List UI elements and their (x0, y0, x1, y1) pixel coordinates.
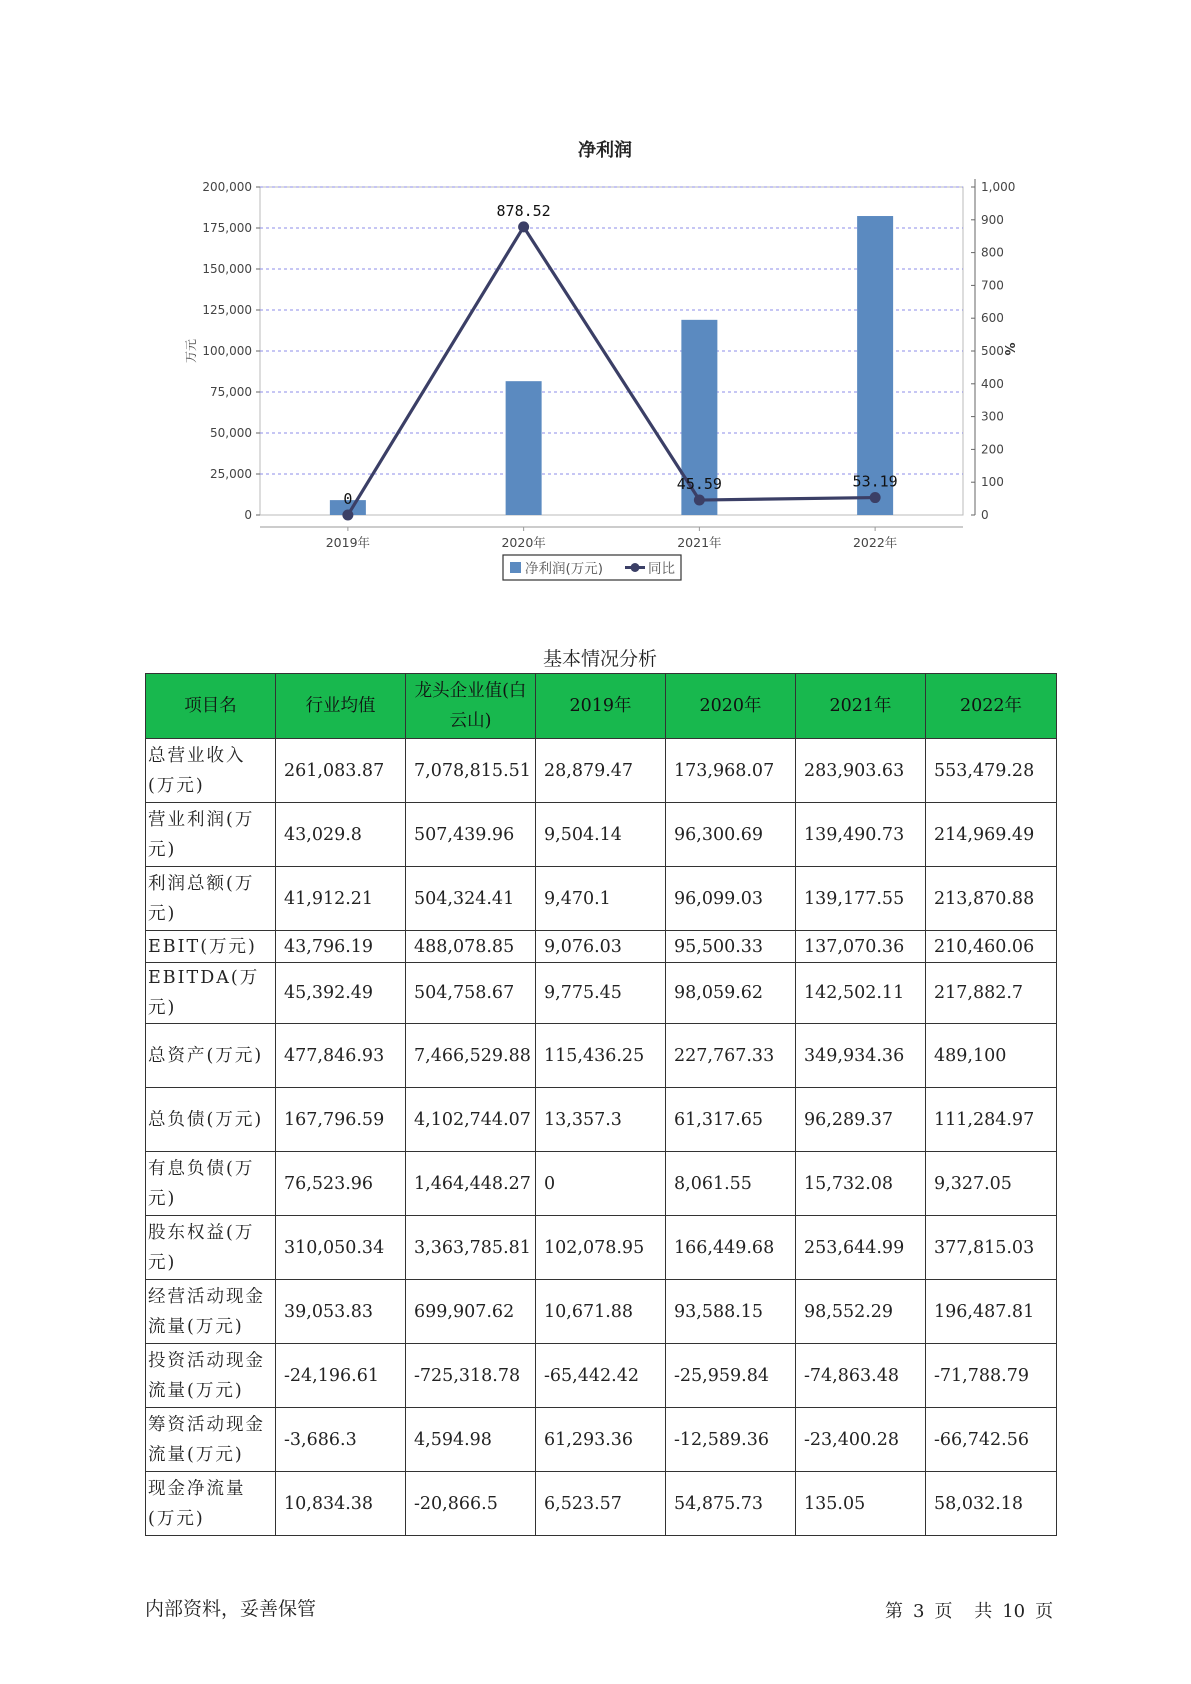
chart-canvas (150, 135, 1030, 595)
row-label-cell: 筹资活动现金流量(万元) (146, 1408, 276, 1472)
table-row (146, 1408, 1057, 1472)
page-unit: 页 (934, 1601, 953, 1622)
value-cell: 10,834.38 (276, 1472, 406, 1536)
value-cell: 196,487.81 (926, 1280, 1057, 1344)
value-cell: 45,392.49 (276, 963, 406, 1024)
table-row (146, 1280, 1057, 1344)
value-cell: 98,059.62 (666, 963, 796, 1024)
value-cell: 173,968.07 (666, 739, 796, 803)
yoy-line (348, 227, 875, 515)
value-cell: 1,464,448.27 (406, 1152, 536, 1216)
y2-tick-label: 500 (981, 344, 1004, 358)
value-cell: 699,907.62 (406, 1280, 536, 1344)
header-cell: 项目名 (146, 674, 276, 739)
yoy-point-2022年 (870, 492, 881, 503)
x-tick-label: 2020年 (501, 535, 546, 550)
value-cell: -24,196.61 (276, 1344, 406, 1408)
y-tick-label: 200,000 (202, 180, 252, 194)
value-cell: 283,903.63 (796, 739, 926, 803)
value-cell: 214,969.49 (926, 803, 1057, 867)
header-cell: 2021年 (796, 674, 926, 739)
value-cell: 9,076.03 (536, 931, 666, 963)
value-cell: 96,099.03 (666, 867, 796, 931)
value-cell: -725,318.78 (406, 1344, 536, 1408)
value-cell: 477,846.93 (276, 1024, 406, 1088)
y-tick-label: 100,000 (202, 344, 252, 358)
header-cell: 龙头企业值(白云山) (406, 674, 536, 739)
y-tick-label: 125,000 (202, 303, 252, 317)
value-cell: 13,357.3 (536, 1088, 666, 1152)
value-cell: 139,177.55 (796, 867, 926, 931)
value-cell: 10,671.88 (536, 1280, 666, 1344)
y-tick-label: 25,000 (210, 467, 252, 481)
value-cell: -66,742.56 (926, 1408, 1057, 1472)
value-cell: 488,078.85 (406, 931, 536, 963)
yoy-point-2019年 (342, 510, 353, 521)
row-label-cell: 总负债(万元) (146, 1088, 276, 1152)
value-cell: 95,500.33 (666, 931, 796, 963)
value-cell: 137,070.36 (796, 931, 926, 963)
value-cell: 39,053.83 (276, 1280, 406, 1344)
page-indicator (885, 1597, 1063, 1623)
y2-tick-label: 300 (981, 409, 1004, 424)
value-cell: 9,470.1 (536, 867, 666, 931)
value-cell: 115,436.25 (536, 1024, 666, 1088)
table-row (146, 803, 1057, 867)
x-tick-label: 2022年 (852, 535, 898, 550)
net-profit-chart (150, 135, 1030, 595)
header-cell: 2022年 (926, 674, 1057, 739)
value-cell: 54,875.73 (666, 1472, 796, 1536)
table-row (146, 1024, 1057, 1088)
y-tick-label: 150,000 (202, 262, 252, 276)
value-cell: 504,758.67 (406, 963, 536, 1024)
value-cell: 28,879.47 (536, 739, 666, 803)
value-cell: 253,644.99 (796, 1216, 926, 1280)
legend-line-marker (631, 563, 640, 572)
row-label-cell: EBITDA(万元) (146, 963, 276, 1024)
y2-tick-label: 800 (981, 245, 1004, 260)
value-cell: 58,032.18 (926, 1472, 1057, 1536)
value-cell: 111,284.97 (926, 1088, 1057, 1152)
value-cell: 4,594.98 (406, 1408, 536, 1472)
row-label-cell: 投资活动现金流量(万元) (146, 1344, 276, 1408)
value-cell: -3,686.3 (276, 1408, 406, 1472)
header-cell: 行业均值 (276, 674, 406, 739)
row-label-cell: 营业利润(万元) (146, 803, 276, 867)
y-tick-label: 50,000 (210, 426, 252, 440)
value-cell: 167,796.59 (276, 1088, 406, 1152)
value-cell: 41,912.21 (276, 867, 406, 931)
x-tick-label: 2019年 (325, 535, 371, 550)
row-label-cell: 利润总额(万元) (146, 867, 276, 931)
table-row (146, 963, 1057, 1024)
total-unit: 页 (1035, 1601, 1054, 1622)
value-cell: -71,788.79 (926, 1344, 1057, 1408)
yoy-point-2020年 (518, 221, 529, 232)
total-pages: 10 (1002, 1601, 1026, 1622)
page-label: 第 (885, 1601, 903, 1622)
table-row (146, 1472, 1057, 1536)
row-label-cell: 有息负债(万元) (146, 1152, 276, 1216)
value-cell: -23,400.28 (796, 1408, 926, 1472)
value-cell: -25,959.84 (666, 1344, 796, 1408)
yoy-data-label: 878.52 (496, 201, 551, 220)
value-cell: 43,029.8 (276, 803, 406, 867)
value-cell: 102,078.95 (536, 1216, 666, 1280)
legend-bar-label: 净利润(万元) (525, 561, 604, 577)
value-cell: -65,442.42 (536, 1344, 666, 1408)
y-axis-title: 万元 (184, 338, 198, 364)
value-cell: 61,293.36 (536, 1408, 666, 1472)
chart-title: 净利润 (578, 140, 632, 161)
header-cell: 2019年 (536, 674, 666, 739)
value-cell: -74,863.48 (796, 1344, 926, 1408)
y2-tick-label: 0 (981, 508, 989, 522)
table-row (146, 1088, 1057, 1152)
table-row (146, 867, 1057, 931)
value-cell: 9,327.05 (926, 1152, 1057, 1216)
value-cell: 210,460.06 (926, 931, 1057, 963)
value-cell: -12,589.36 (666, 1408, 796, 1472)
value-cell: 227,767.33 (666, 1024, 796, 1088)
y-tick-label: 75,000 (210, 385, 252, 399)
value-cell: 142,502.11 (796, 963, 926, 1024)
value-cell: 504,324.41 (406, 867, 536, 931)
value-cell: 507,439.96 (406, 803, 536, 867)
value-cell: 213,870.88 (926, 867, 1057, 931)
value-cell: 135.05 (796, 1472, 926, 1536)
table-row (146, 1152, 1057, 1216)
y2-tick-label: 700 (981, 278, 1004, 293)
table-row (146, 1216, 1057, 1280)
value-cell: 553,479.28 (926, 739, 1057, 803)
table-row (146, 1344, 1057, 1408)
value-cell: 8,061.55 (666, 1152, 796, 1216)
bar-2020年 (506, 381, 542, 515)
value-cell: 377,815.03 (926, 1216, 1057, 1280)
yoy-data-label: 0 (343, 490, 353, 508)
yoy-data-label: 45.59 (676, 475, 722, 494)
value-cell: 139,490.73 (796, 803, 926, 867)
y2-tick-label: 100 (981, 475, 1004, 490)
value-cell: 310,050.34 (276, 1216, 406, 1280)
yoy-point-2021年 (694, 495, 705, 506)
value-cell: 61,317.65 (666, 1088, 796, 1152)
value-cell: 217,882.7 (926, 963, 1057, 1024)
total-label: 共 (974, 1601, 993, 1622)
value-cell: 0 (536, 1152, 666, 1216)
y2-tick-label: 600 (981, 311, 1004, 326)
value-cell: 261,083.87 (276, 739, 406, 803)
value-cell: 166,449.68 (666, 1216, 796, 1280)
table-row (146, 931, 1057, 963)
value-cell: 76,523.96 (276, 1152, 406, 1216)
y2-axis-title: % (1001, 342, 1016, 356)
y2-tick-label: 1,000 (981, 180, 1016, 194)
y2-tick-label: 400 (981, 376, 1004, 391)
value-cell: 9,775.45 (536, 963, 666, 1024)
y-tick-label: 175,000 (202, 221, 252, 235)
x-tick-label: 2021年 (677, 535, 722, 550)
value-cell: 7,466,529.88 (406, 1024, 536, 1088)
y2-tick-label: 900 (981, 212, 1004, 227)
basic-analysis-table (145, 673, 1057, 1536)
value-cell: 3,363,785.81 (406, 1216, 536, 1280)
value-cell: -20,866.5 (406, 1472, 536, 1536)
y2-tick-label: 200 (981, 442, 1004, 457)
value-cell: 6,523.57 (536, 1472, 666, 1536)
bar-2022年 (857, 216, 893, 515)
value-cell: 98,552.29 (796, 1280, 926, 1344)
legend-line-label: 同比 (648, 561, 675, 577)
row-label-cell: 股东权益(万元) (146, 1216, 276, 1280)
row-label-cell: 现金净流量(万元) (146, 1472, 276, 1536)
y-tick-label: 0 (244, 508, 252, 522)
row-label-cell: 总资产(万元) (146, 1024, 276, 1088)
value-cell: 96,300.69 (666, 803, 796, 867)
value-cell: 9,504.14 (536, 803, 666, 867)
value-cell: 43,796.19 (276, 931, 406, 963)
value-cell: 7,078,815.51 (406, 739, 536, 803)
page-number: 3 (913, 1601, 925, 1622)
value-cell: 15,732.08 (796, 1152, 926, 1216)
value-cell: 489,100 (926, 1024, 1057, 1088)
value-cell: 349,934.36 (796, 1024, 926, 1088)
table-row (146, 739, 1057, 803)
value-cell: 93,588.15 (666, 1280, 796, 1344)
value-cell: 96,289.37 (796, 1088, 926, 1152)
yoy-data-label: 53.19 (852, 472, 898, 491)
table-header-row (146, 674, 1057, 739)
table-caption: 基本情况分析 (542, 648, 657, 670)
value-cell: 4,102,744.07 (406, 1088, 536, 1152)
row-label-cell: EBIT(万元) (146, 931, 276, 963)
row-label-cell: 总营业收入(万元) (146, 739, 276, 803)
row-label-cell: 经营活动现金流量(万元) (146, 1280, 276, 1344)
legend-bar-swatch (510, 562, 521, 573)
header-cell: 2020年 (666, 674, 796, 739)
confidential-note: 内部资料，妥善保管 (145, 1598, 317, 1620)
